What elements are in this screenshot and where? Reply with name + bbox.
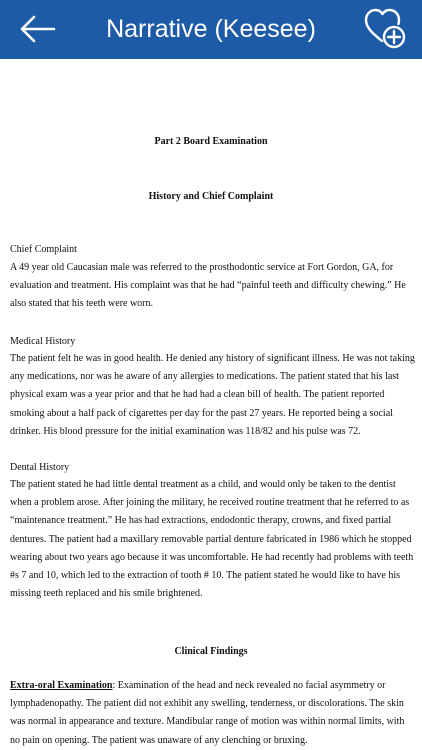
narrative-document (0, 59, 422, 750)
add-favorite-button[interactable] (362, 6, 408, 52)
heart-plus-icon (362, 6, 408, 52)
clinical-findings-heading: Clinical Findings (174, 646, 248, 657)
section-title-chief-complaint: Chief Complaint (10, 244, 77, 255)
dental-history-text: The patient stated he had little dental treatment as a child, and would only be taken to the dentist when a problem arose. After joining the military, he received routine treatment that he referred to as “maintenance treatment.” He has had extractions, endodontic therapy, crowns, and fixed partial dentures. The patient had a maxillary removable partial denture fabricated in 1986 which he stopped wearing about two years ago because it was uncomfortable. He had recently had problems with teeth #s 7 and 10, which led to the extraction of tooth # 10. The patient stated he would like to have his missing teeth replaced and his smile brightened. (10, 479, 414, 600)
section-title-medical-history: Medical History (10, 336, 76, 347)
back-button[interactable] (12, 10, 62, 48)
arrow-left-icon (12, 10, 62, 48)
chief-complaint-text: A 49 year old Caucasian male was referred to the prosthodontic service at Fort Gordon, GA, for evaluation and treatment. His complaint was that he had “painful teeth and difficulty chewing.” He also stated that his teeth were worn. (10, 262, 406, 310)
extra-oral-body: : Examination of the head and neck revealed no facial asymmetry or lymphadenopathy. The patient did not exhibit any swelling, tenderness, or discolorations. The skin was normal in appearance and texture. Mandibular range of motion was within normal limits, with no pain on opening. The patient was unaware of any clenching or bruxing. (10, 680, 405, 746)
section-title-dental-history: Dental History (10, 462, 70, 473)
page-title: Narrative (Keesee) (106, 15, 316, 43)
extra-oral-label: Extra-oral Examination (10, 680, 113, 691)
document-subheading: History and Chief Complaint (148, 191, 274, 202)
extra-oral-examination-text (10, 677, 416, 750)
navigation-bar (0, 0, 422, 59)
document-heading: Part 2 Board Examination (154, 136, 268, 147)
medical-history-text: The patient felt he was in good health. He denied any history of significant illness. He was not taking any medications, nor was he aware of any allergies to medications. The patient stated that his last physical exam was a year prior and that he had had a clean bill of health. The patient reported smoking about a half pack of cigarettes per day for the past 27 years. He reported being a social drinker. His blood pressure for the initial examination was 118/82 and his pulse was 72. (10, 353, 415, 437)
